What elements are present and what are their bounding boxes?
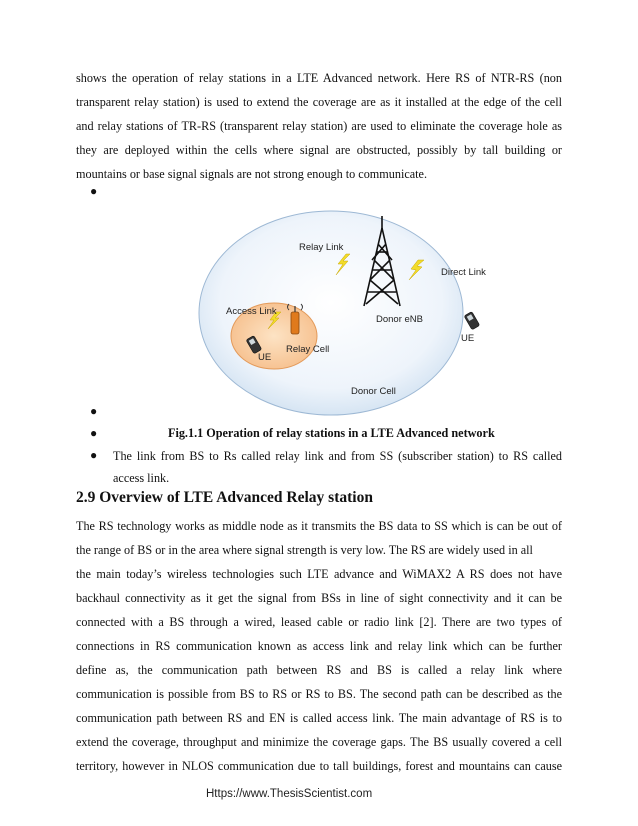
bullet-paragraph [113,445,562,489]
text-line: transparent relay station) is used to extend the coverage are as it installed at the edge of the cell [76,95,562,109]
text-line: the range of BS or in the area where signal strength is very low. The RS are widely used in all [76,543,533,557]
text-line: and relay stations of TR-RS (transparent relay station) are used to eliminate the coverage hole as [76,119,562,133]
text-line: shows the operation of relay stations in a LTE Advanced network. Here RS of NTR-RS (non [76,71,562,85]
text-line: The link from BS to Rs called relay link and from SS (subscriber station) to RS called [113,449,562,463]
text-line: mountains or base signal signals are not strong enough to communicate. [76,167,427,181]
donor-enb-label: Donor eNB [376,314,423,325]
text-line: communication is possible from BS to RS or RS to BS. The second path can be described as the [76,687,562,701]
text-line: access link. [113,471,170,485]
text-line: territory, however in NLOS communication due to tall buildings, forest and mountains can cause [76,759,562,773]
ue-label: UE [461,333,475,344]
relay-link-label: Relay Link [299,242,344,253]
text-line: they are deployed within the cells where signal are obstructed, possibly by tall building or [76,143,562,157]
bullet-marker: ● [90,426,98,440]
direct-link-label: Direct Link [441,267,486,278]
bullet-marker: ● [90,448,98,462]
section-heading: 2.9 Overview of LTE Advanced Relay station [76,489,373,506]
donor-cell-label: Donor Cell [351,386,396,397]
intro-paragraph [76,66,562,186]
text-line: define as, the communication path between RS and BS is called a relay link where [76,663,562,677]
text-line: the main today’s wireless technologies such LTE advance and WiMAX2 A RS does not have [76,567,562,581]
relay-cell-label: Relay Cell [286,344,330,355]
ue-phone-icon [464,312,480,330]
text-line: communication path between RS and EN is called access link. The main advantage of RS is to [76,711,562,725]
text-line: backhaul connectivity as it get the signal from BSs in line of sight connectivity and it can be [76,591,562,605]
footer-url: Https://www.ThesisScientist.com [206,788,373,800]
text-line: connections in RS communication known as access link and relay link which can be further [76,639,562,653]
bullet-marker: ● [90,404,98,418]
bullet-marker: ● [90,184,98,198]
access-link-label: Access Link [226,306,277,317]
text-line: The RS technology works as middle node as it transmits the BS data to SS which is can be out of [76,519,562,533]
ue-label: UE [258,352,272,363]
body-paragraph [76,514,562,778]
text-line: extend the coverage, throughput and minimize the coverage gaps. The BS usually covered a cell [76,735,562,749]
figure-caption: Fig.1.1 Operation of relay stations in a LTE Advanced network [168,426,495,440]
relay-network-figure [196,208,486,418]
text-line: connected with a BS through a wired, leased cable or radio link [2]. There are two types of [76,615,562,629]
